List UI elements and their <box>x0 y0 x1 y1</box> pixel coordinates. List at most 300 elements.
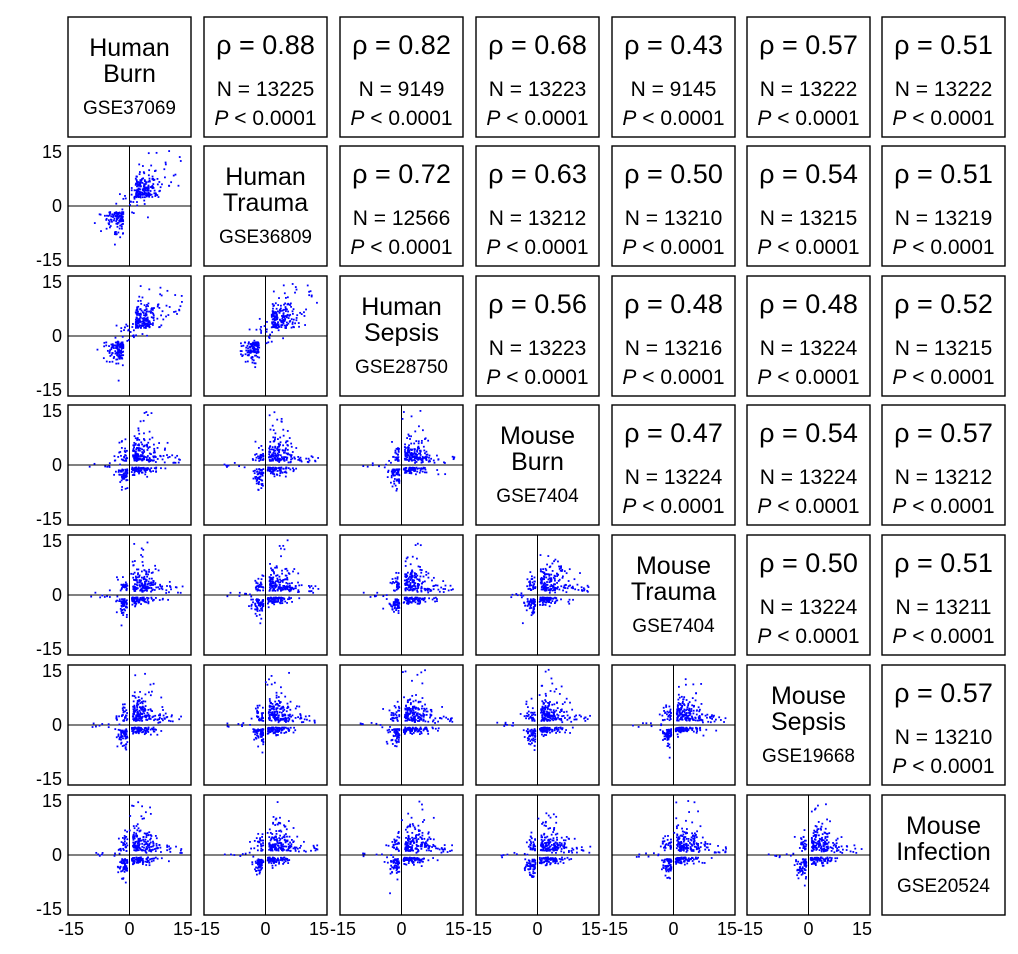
data-point <box>424 598 426 600</box>
data-point <box>157 304 159 306</box>
data-point <box>109 352 111 354</box>
data-point <box>143 432 145 434</box>
data-point <box>115 347 117 349</box>
p-symbol: P <box>757 236 772 259</box>
data-point <box>132 561 134 563</box>
data-point <box>143 449 145 451</box>
data-point <box>428 457 430 459</box>
data-point <box>289 709 291 711</box>
data-point <box>541 589 543 591</box>
data-point <box>254 733 256 735</box>
data-point <box>415 597 417 599</box>
data-point <box>270 712 272 714</box>
data-point <box>149 438 151 440</box>
data-point <box>403 601 405 603</box>
data-point <box>281 459 283 461</box>
data-point <box>425 728 427 730</box>
data-point <box>549 732 551 734</box>
dataset-label-panel <box>476 405 599 525</box>
data-point <box>153 580 155 582</box>
data-point <box>398 572 400 574</box>
data-point <box>275 450 277 452</box>
data-point <box>142 182 144 184</box>
p-value <box>350 107 452 130</box>
data-point <box>273 449 275 451</box>
data-point <box>549 566 551 568</box>
data-point <box>258 447 260 449</box>
data-point <box>157 306 159 308</box>
data-point <box>547 555 549 557</box>
data-point <box>156 152 158 154</box>
data-point <box>276 717 278 719</box>
dataset-gse-id: GSE37069 <box>83 98 176 119</box>
data-point <box>124 450 126 452</box>
scatter-panel <box>204 405 327 525</box>
data-point <box>137 572 139 574</box>
data-point <box>404 708 406 710</box>
data-point <box>247 352 249 354</box>
data-point <box>162 310 164 312</box>
data-point <box>150 460 152 462</box>
data-point <box>150 597 152 599</box>
data-point <box>415 544 417 546</box>
data-point <box>566 719 568 721</box>
data-point <box>289 320 291 322</box>
p-threshold: < 0.0001 <box>771 236 860 259</box>
data-point <box>421 460 423 462</box>
data-point <box>146 476 148 478</box>
data-point <box>280 441 282 443</box>
data-point <box>279 576 281 578</box>
data-point <box>175 462 177 464</box>
data-point <box>297 589 299 591</box>
data-point <box>167 457 169 459</box>
data-point <box>143 445 145 447</box>
data-point <box>142 196 144 198</box>
data-point <box>293 456 295 458</box>
data-point <box>550 581 552 583</box>
data-point <box>437 585 439 587</box>
data-point <box>124 326 126 328</box>
data-point <box>109 349 111 351</box>
data-point <box>403 468 405 470</box>
data-point <box>104 215 106 217</box>
data-point <box>146 718 148 720</box>
data-point <box>443 588 445 590</box>
data-point <box>139 691 141 693</box>
data-point <box>143 200 145 202</box>
data-point <box>305 458 307 460</box>
data-point <box>169 306 171 308</box>
data-point <box>567 715 569 717</box>
data-point <box>533 583 535 585</box>
data-point <box>142 565 144 567</box>
data-point <box>586 590 588 592</box>
data-point <box>274 467 276 469</box>
data-point <box>427 711 429 713</box>
data-point <box>256 615 258 617</box>
data-point <box>144 584 146 586</box>
data-point <box>285 306 287 308</box>
data-point <box>250 599 252 601</box>
correlation-stats-panel <box>747 17 870 137</box>
data-point <box>317 457 319 459</box>
data-point <box>273 714 275 716</box>
data-point <box>162 319 164 321</box>
data-point <box>122 336 124 338</box>
data-point <box>126 475 128 477</box>
dataset-name-line1: Mouse <box>499 422 576 450</box>
data-point <box>550 577 552 579</box>
data-point <box>423 730 425 732</box>
data-point <box>121 474 123 476</box>
data-point <box>131 471 133 473</box>
data-point <box>168 591 170 593</box>
data-point <box>437 589 439 591</box>
data-point <box>257 588 259 590</box>
data-point <box>114 455 116 457</box>
data-point <box>122 720 124 722</box>
data-point <box>145 318 147 320</box>
data-point <box>286 324 288 326</box>
data-point <box>541 586 543 588</box>
data-point <box>160 287 162 289</box>
data-point <box>115 344 117 346</box>
data-point <box>398 739 400 741</box>
data-point <box>120 455 122 457</box>
data-point <box>405 599 407 601</box>
data-point <box>421 458 423 460</box>
data-point <box>298 322 300 324</box>
data-point <box>276 731 278 733</box>
data-point <box>120 608 122 610</box>
correlation-stats-panel <box>882 17 1005 137</box>
data-point <box>114 350 116 352</box>
data-point <box>540 597 542 599</box>
data-point <box>140 195 142 197</box>
data-point <box>124 733 126 735</box>
data-point <box>411 467 413 469</box>
data-point <box>127 487 129 489</box>
data-point <box>126 741 128 743</box>
data-point <box>543 720 545 722</box>
data-point <box>143 597 145 599</box>
data-point <box>413 710 415 712</box>
data-point <box>276 719 278 721</box>
data-point <box>419 580 421 582</box>
data-point <box>255 348 257 350</box>
data-point <box>151 194 153 196</box>
data-point <box>157 447 159 449</box>
data-point <box>262 600 264 602</box>
data-point <box>262 605 264 607</box>
data-point <box>557 730 559 732</box>
data-point <box>262 455 264 457</box>
scatter-panel <box>68 535 191 655</box>
data-point <box>270 456 272 458</box>
data-point <box>151 587 153 589</box>
data-point <box>370 596 372 598</box>
data-point <box>151 691 153 693</box>
data-point <box>163 715 165 717</box>
data-point <box>416 558 418 560</box>
data-point <box>238 723 240 725</box>
data-point <box>276 578 278 580</box>
data-point <box>106 466 108 468</box>
data-point <box>268 453 270 455</box>
data-point <box>569 599 571 601</box>
data-point <box>559 731 561 733</box>
scatter-panel <box>68 665 191 785</box>
data-point <box>101 595 103 597</box>
data-point <box>543 572 545 574</box>
data-point <box>270 567 272 569</box>
data-point <box>139 720 141 722</box>
data-point <box>148 569 150 571</box>
data-point <box>95 726 97 728</box>
data-point <box>118 352 120 354</box>
p-threshold: < 0.0001 <box>906 625 995 648</box>
data-point <box>141 591 143 593</box>
data-point <box>417 603 419 605</box>
data-point <box>138 164 140 166</box>
data-point <box>113 357 115 359</box>
data-point <box>546 597 548 599</box>
data-point <box>529 580 531 582</box>
data-point <box>152 176 154 178</box>
data-point <box>276 697 278 699</box>
data-point <box>153 683 155 685</box>
data-point <box>423 446 425 448</box>
data-point <box>147 193 149 195</box>
data-point <box>381 726 383 728</box>
data-point <box>532 586 534 588</box>
data-point <box>282 316 284 318</box>
data-point <box>307 285 309 287</box>
data-point <box>561 709 563 711</box>
data-point <box>553 583 555 585</box>
data-point <box>577 584 579 586</box>
data-point <box>142 711 144 713</box>
data-point <box>412 719 414 721</box>
data-point <box>405 565 407 567</box>
data-point <box>419 600 421 602</box>
data-point <box>411 695 413 697</box>
data-point <box>565 729 567 731</box>
data-point <box>121 470 123 472</box>
p-symbol: P <box>214 107 229 130</box>
data-point <box>424 471 426 473</box>
data-point <box>132 444 134 446</box>
data-point <box>406 600 408 602</box>
data-point <box>395 452 397 454</box>
rho-value: ρ = 0.51 <box>894 159 993 189</box>
data-point <box>158 196 160 198</box>
data-point <box>125 438 127 440</box>
data-point <box>551 600 553 602</box>
data-point <box>274 437 276 439</box>
data-point <box>291 582 293 584</box>
data-point <box>122 704 124 706</box>
data-point <box>132 695 134 697</box>
data-point <box>262 741 264 743</box>
data-point <box>283 315 285 317</box>
data-point <box>437 721 439 723</box>
data-point <box>412 712 414 714</box>
p-threshold: < 0.0001 <box>771 107 860 130</box>
data-point <box>427 721 429 723</box>
data-point <box>403 696 405 698</box>
correlation-stats-panel <box>612 405 735 525</box>
data-point <box>158 570 160 572</box>
data-point <box>285 308 287 310</box>
data-point <box>115 203 117 205</box>
data-point <box>121 228 123 230</box>
data-point <box>410 732 412 734</box>
data-point <box>134 727 136 729</box>
data-point <box>546 581 548 583</box>
data-point <box>115 471 117 473</box>
data-point <box>272 425 274 427</box>
data-point <box>272 581 274 583</box>
data-point <box>261 739 263 741</box>
data-point <box>362 465 364 467</box>
data-point <box>283 284 285 286</box>
data-point <box>279 579 281 581</box>
data-point <box>408 467 410 469</box>
data-point <box>145 727 147 729</box>
data-point <box>289 598 291 600</box>
data-point <box>117 222 119 224</box>
data-point <box>138 455 140 457</box>
data-point <box>547 584 549 586</box>
data-point <box>423 576 425 578</box>
data-point <box>279 449 281 451</box>
data-point <box>146 576 148 578</box>
data-point <box>308 590 310 592</box>
data-point <box>252 601 254 603</box>
data-point <box>312 588 314 590</box>
data-point <box>154 565 156 567</box>
data-point <box>281 727 283 729</box>
data-point <box>397 456 399 458</box>
data-point <box>116 718 118 720</box>
p-symbol: P <box>892 366 907 389</box>
data-point <box>397 733 399 735</box>
data-point <box>154 450 156 452</box>
data-point <box>298 591 300 593</box>
data-point <box>579 572 581 574</box>
data-point <box>281 326 283 328</box>
data-point <box>160 467 162 469</box>
data-point <box>262 707 264 709</box>
data-point <box>408 601 410 603</box>
data-point <box>227 465 229 467</box>
data-point <box>285 472 287 474</box>
data-point <box>410 435 412 437</box>
rho-value: ρ = 0.57 <box>894 418 993 448</box>
data-point <box>137 306 139 308</box>
data-point <box>136 458 138 460</box>
data-point <box>115 363 117 365</box>
p-threshold: < 0.0001 <box>906 366 995 389</box>
data-point <box>144 191 146 193</box>
data-point <box>407 446 409 448</box>
data-point <box>409 438 411 440</box>
data-point <box>152 460 154 462</box>
data-point <box>154 455 156 457</box>
data-point <box>280 454 282 456</box>
data-point <box>160 186 162 188</box>
data-point <box>287 449 289 451</box>
data-point <box>127 330 129 332</box>
data-point <box>269 590 271 592</box>
p-threshold: < 0.0001 <box>636 495 725 518</box>
data-point <box>280 686 282 688</box>
data-point <box>557 586 559 588</box>
data-point <box>542 568 544 570</box>
data-point <box>145 715 147 717</box>
data-point <box>532 599 534 601</box>
data-point <box>552 570 554 572</box>
data-point <box>386 598 388 600</box>
data-point <box>421 462 423 464</box>
data-point <box>124 610 126 612</box>
data-point <box>428 577 430 579</box>
data-point <box>396 745 398 747</box>
data-point <box>397 448 399 450</box>
data-point <box>398 605 400 607</box>
data-point <box>275 598 277 600</box>
data-point <box>140 285 142 287</box>
data-point <box>114 244 116 246</box>
data-point <box>388 732 390 734</box>
data-point <box>295 587 297 589</box>
p-symbol: P <box>892 236 907 259</box>
data-point <box>122 745 124 747</box>
data-point <box>149 457 151 459</box>
dataset-name-line2: Burn <box>511 448 564 476</box>
data-point <box>396 600 398 602</box>
data-point <box>138 192 140 194</box>
data-point <box>417 447 419 449</box>
data-point <box>123 456 125 458</box>
data-point <box>552 587 554 589</box>
data-point <box>542 718 544 720</box>
data-point <box>134 695 136 697</box>
data-point <box>138 188 140 190</box>
data-point <box>392 578 394 580</box>
correlation-stats-panel <box>882 276 1005 396</box>
data-point <box>138 183 140 185</box>
data-point <box>528 588 530 590</box>
data-point <box>291 601 293 603</box>
data-point <box>133 450 135 452</box>
data-point <box>143 420 145 422</box>
rho-value: ρ = 0.57 <box>759 30 858 60</box>
data-point <box>173 175 175 177</box>
data-point <box>247 345 249 347</box>
data-point <box>171 716 173 718</box>
data-point <box>122 198 124 200</box>
data-point <box>132 323 134 325</box>
data-point <box>273 429 275 431</box>
data-point <box>139 318 141 320</box>
data-point <box>133 442 135 444</box>
data-point <box>146 467 148 469</box>
data-point <box>134 189 136 191</box>
data-point <box>316 302 318 304</box>
